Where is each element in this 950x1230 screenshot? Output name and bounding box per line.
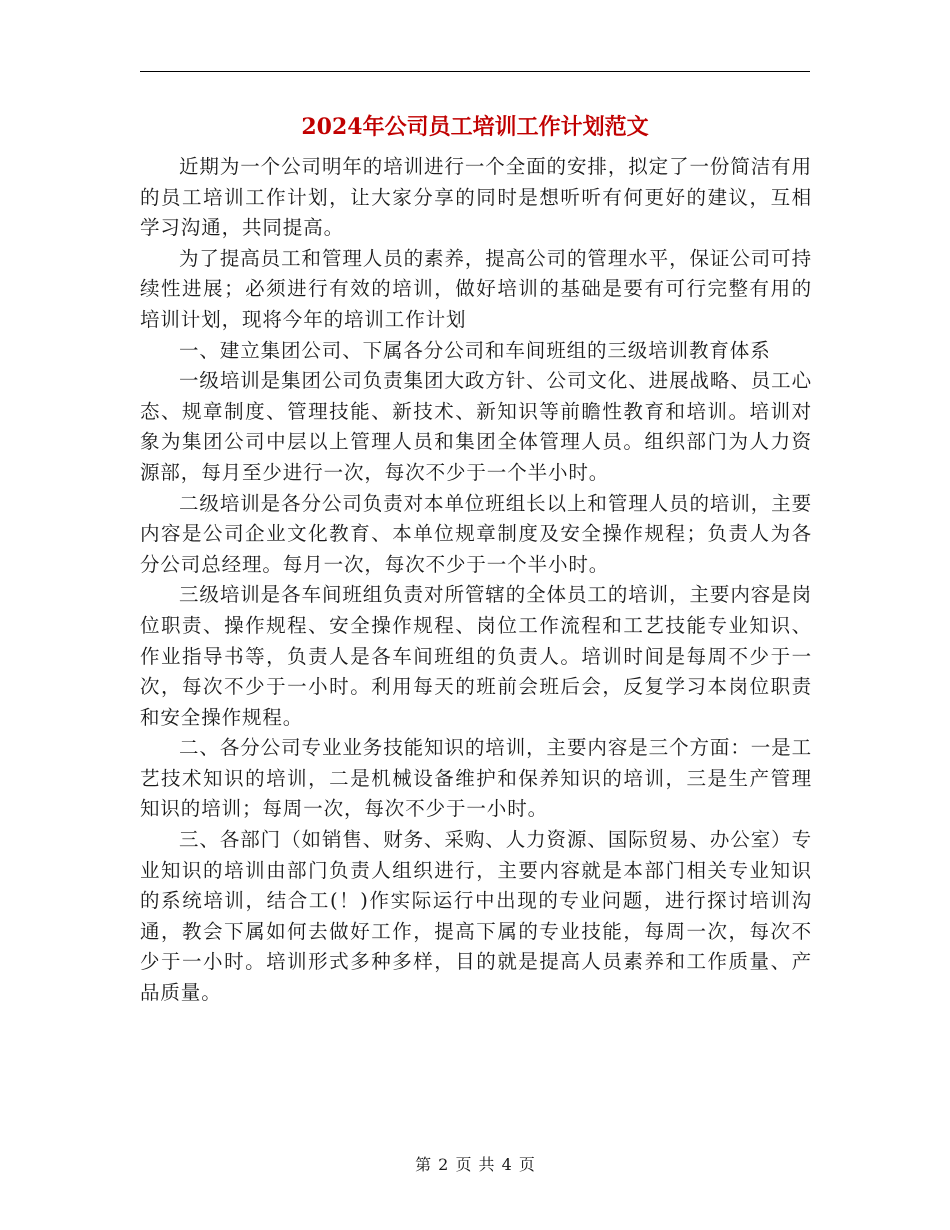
- page-number-footer: 第 2 页 共 4 页: [415, 1155, 535, 1174]
- section-two-skills-training: 二、各分公司专业业务技能知识的培训，主要内容是三个方面：一是工艺技术知识的培训，二是机械设备维护和保养知识的培训，三是生产管理知识的培训；每周一次，每次不少于一小时。: [140, 736, 812, 821]
- paragraph-intro: 近期为一个公司明年的培训进行一个全面的安排，拟定了一份简洁有用的员工培训工作计划，让大家分享的同时是想听听有何更好的建议，互相学习沟通，共同提高。: [140, 155, 812, 240]
- paragraph-purpose: 为了提高员工和管理人员的素养，提高公司的管理水平，保证公司可持续性进展；必须进行有效的培训，做好培训的基础是要有可行完整有用的培训计划，现将今年的培训工作计划: [140, 246, 812, 331]
- section-three-department-training: 三、各部门（如销售、财务、采购、人力资源、国际贸易、办公室）专业知识的培训由部门负责人组织进行，主要内容就是本部门相关专业知识的系统培训，结合工(！)作实际运行中出现的专业问题，进行探讨培训沟通，教会下属如何去做好工作，提高下属的专业技能，每周一次，每次不少于一小时。培训形式多种多样，目的就是提高人员素养和工作质量、产品质量。: [140, 828, 812, 1005]
- header-rule: [140, 71, 810, 72]
- document-body: [140, 152, 812, 1009]
- document-title: 2024年公司员工培训工作计划范文: [301, 114, 649, 140]
- section-heading-one: 一、建立集团公司、下属各分公司和车间班组的三级培训教育体系: [179, 338, 771, 362]
- paragraph-level-one-training: 一级培训是集团公司负责集团大政方针、公司文化、进展战略、员工心态、规章制度、管理技能、新技术、新知识等前瞻性教育和培训。培训对象为集团公司中层以上管理人员和集团全体管理人员。组织部门为人力资源部，每月至少进行一次，每次不少于一个半小时。: [140, 369, 812, 484]
- paragraph-level-three-training: 三级培训是各车间班组负责对所管辖的全体员工的培训，主要内容是岗位职责、操作规程、安全操作规程、岗位工作流程和工艺技能专业知识、作业指导书等，负责人是各车间班组的负责人。培训时间是每周不少于一次，每次不少于一小时。利用每天的班前会班后会，反复学习本岗位职责和安全操作规程。: [140, 583, 812, 729]
- paragraph-level-two-training: 二级培训是各分公司负责对本单位班组长以上和管理人员的培训，主要内容是公司企业文化教育、本单位规章制度及安全操作规程；负责人为各分公司总经理。每月一次，每次不少于一个半小时。: [140, 491, 812, 576]
